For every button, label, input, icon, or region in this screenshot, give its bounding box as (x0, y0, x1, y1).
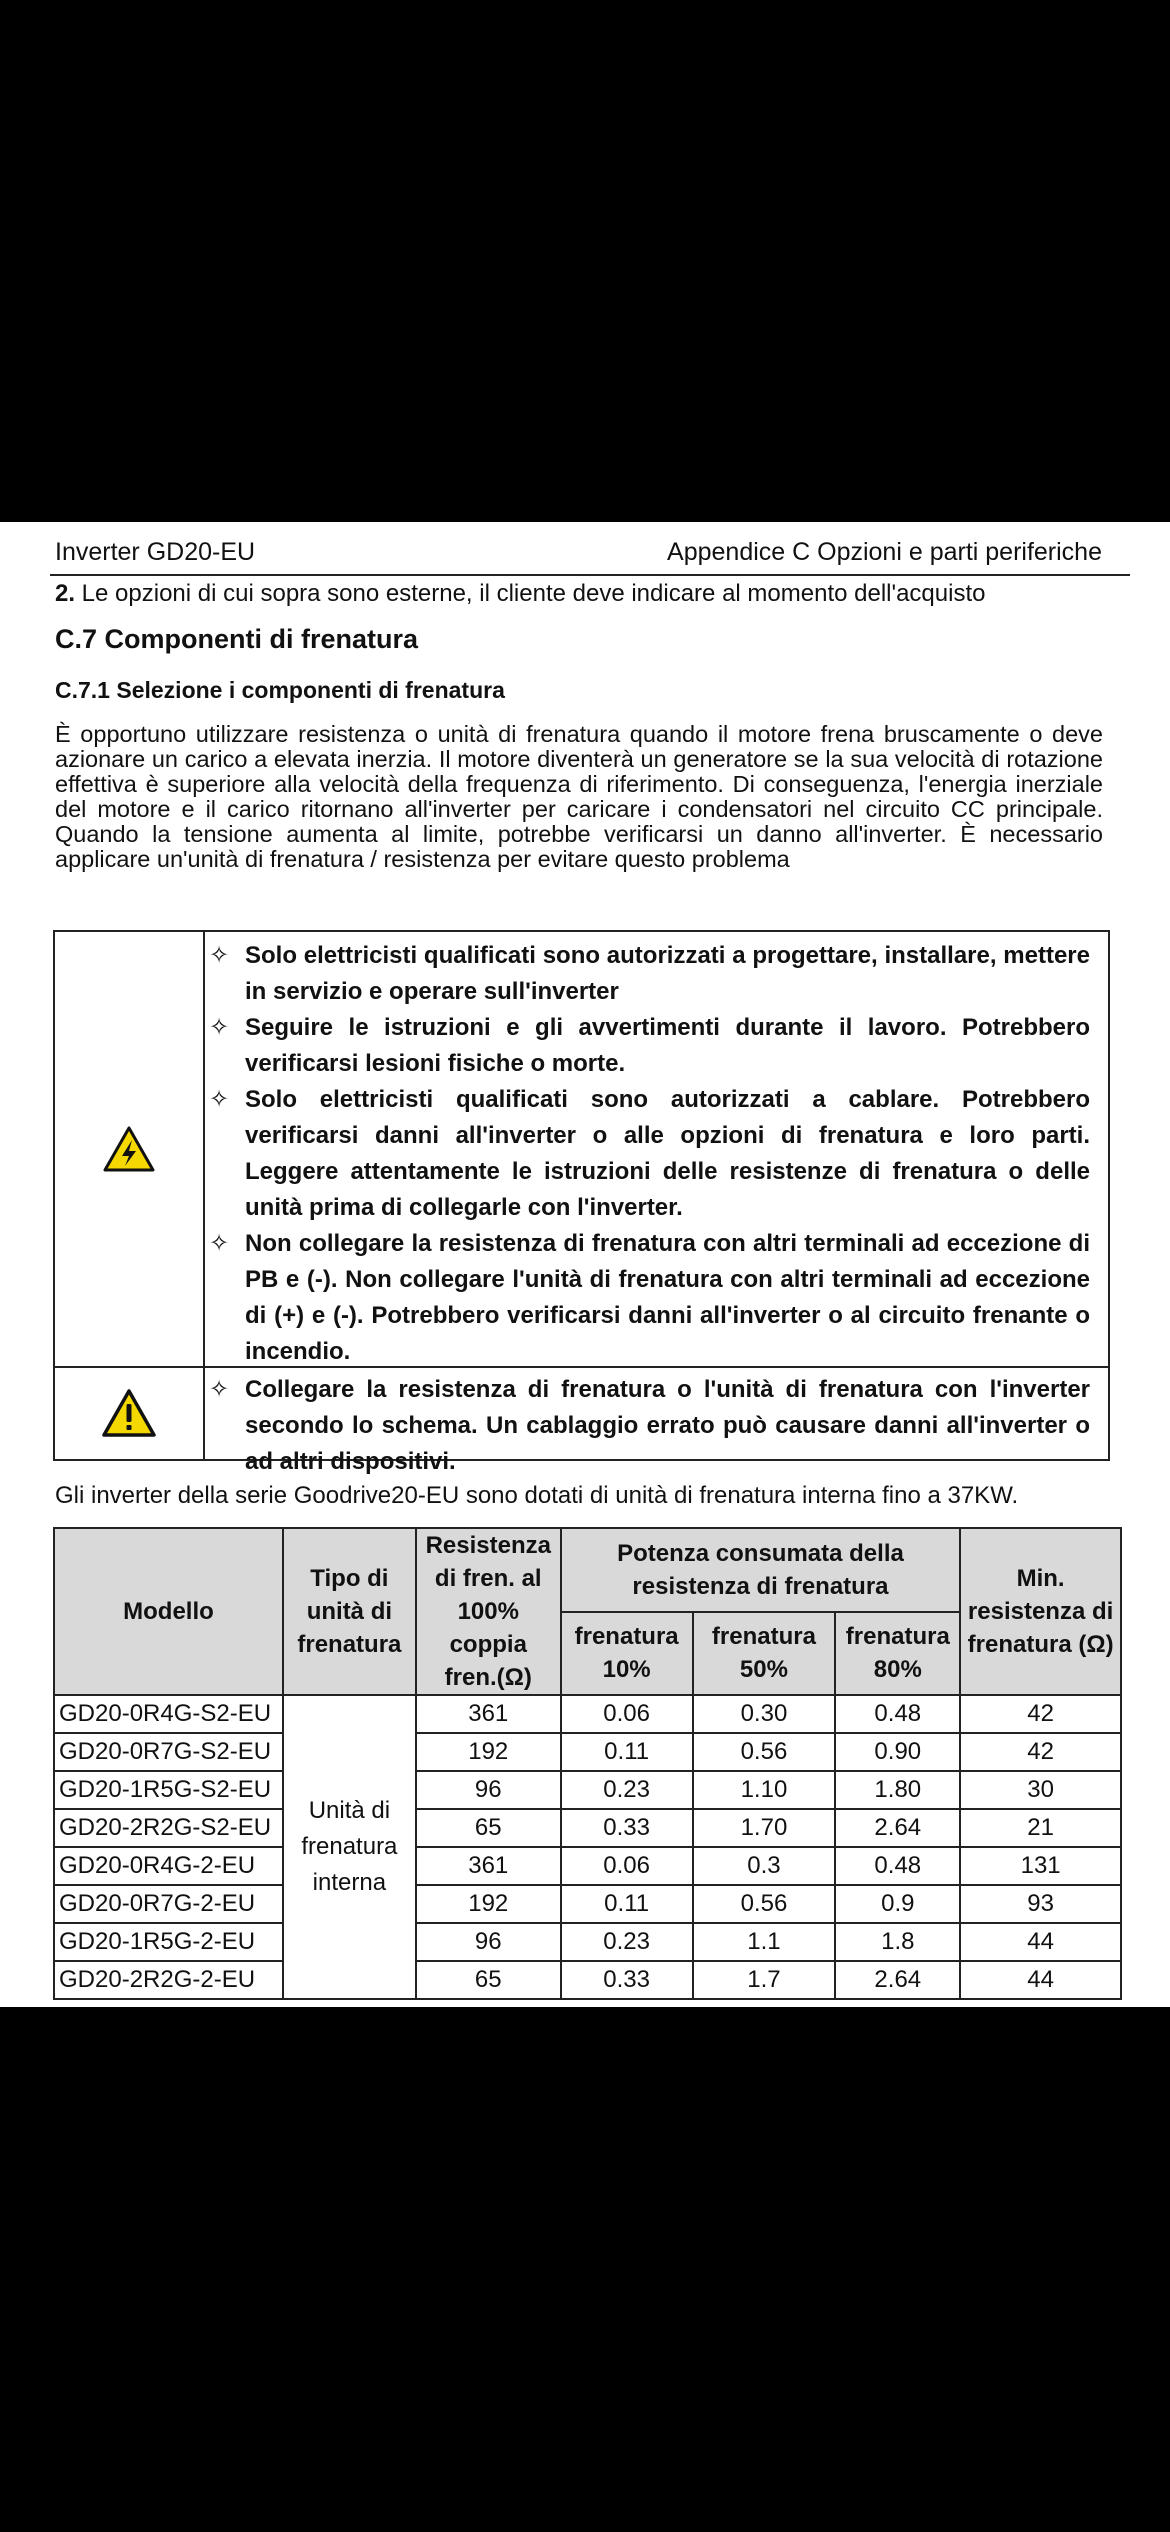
col-header-min-resistance: Min. resistenza di frenatura (Ω) (960, 1528, 1121, 1695)
cell-power-10: 0.33 (561, 1961, 693, 1999)
cell-power-50: 0.30 (693, 1695, 836, 1733)
warning-item: ✧ Solo elettricisti qualificati sono autorizzati a progettare, installare, mettere in servizio e operare sull'inverter (205, 938, 1090, 1010)
intro-paragraph: È opportuno utilizzare resistenza o unità di frenatura quando il motore frena bruscamente o deve azionare un carico a elevata inerzia. Il motore diventerà un generatore se la sua velocità di rotazione effettiva è superiore alla velocità della frequenza di riferimento. Di conseguenza, l'energia inerziale del motore e il carico ritornano all'inverter per caricare i condensatori nel circuito CC principale. Quando la tensione aumenta al limite, potrebbe verificarsi un danno all'inverter. È necessario applicare un'unità di frenatura / resistenza per evitare questo problema (55, 721, 1103, 872)
electric-warning-box (53, 930, 1110, 1368)
cell-power-80: 0.90 (835, 1733, 960, 1771)
cell-model: GD20-0R4G-2-EU (54, 1847, 283, 1885)
bullet-icon: ✧ (209, 1230, 230, 1257)
cell-model: GD20-2R2G-S2-EU (54, 1809, 283, 1847)
cell-min-resistance: 30 (960, 1771, 1121, 1809)
cell-power-50: 1.1 (693, 1923, 836, 1961)
cell-power-80: 2.64 (835, 1809, 960, 1847)
table-row (54, 1885, 1121, 1923)
cell-resistance: 96 (416, 1923, 561, 1961)
cell-model: GD20-0R7G-2-EU (54, 1885, 283, 1923)
warning-item: ✧ Solo elettricisti qualificati sono autorizzati a cablare. Potrebbero verificarsi danni all'inverter o alle opzioni di frenatura e loro parti. Leggere attentamente le istruzioni delle resistenze di frenatura o delle unità prima di collegarle con l'inverter. (205, 1082, 1090, 1226)
cell-power-80: 0.9 (835, 1885, 960, 1923)
cell-model: GD20-2R2G-2-EU (54, 1961, 283, 1999)
warning-item: ✧ Seguire le istruzioni e gli avvertimenti durante il lavoro. Potrebbero verificarsi lesioni fisiche o morte. (205, 1010, 1090, 1082)
subsection-title: C.7.1 Selezione i componenti di frenatura (55, 677, 505, 703)
table-row (54, 1695, 1121, 1733)
electric-warning-list (205, 938, 1090, 1370)
cell-min-resistance: 44 (960, 1923, 1121, 1961)
cell-power-80: 0.48 (835, 1847, 960, 1885)
bullet-icon: ✧ (209, 942, 230, 969)
cell-power-50: 1.70 (693, 1809, 836, 1847)
cell-resistance: 361 (416, 1695, 561, 1733)
cell-model: GD20-0R4G-S2-EU (54, 1695, 283, 1733)
general-warning-icon-cell (55, 1366, 205, 1459)
cell-power-10: 0.06 (561, 1847, 693, 1885)
table-row (54, 1847, 1121, 1885)
col-header-model: Modello (54, 1528, 283, 1695)
cell-power-10: 0.33 (561, 1809, 693, 1847)
cell-min-resistance: 42 (960, 1695, 1121, 1733)
header-left: Inverter GD20-EU (55, 538, 256, 566)
cell-min-resistance: 21 (960, 1809, 1121, 1847)
cell-power-50: 1.7 (693, 1961, 836, 1999)
col-header-p10: frenatura 10% (561, 1612, 693, 1696)
col-header-resistance: Resistenza di fren. al 100% coppia fren.(Ω) (416, 1528, 561, 1695)
cell-model: GD20-0R7G-S2-EU (54, 1733, 283, 1771)
col-header-p50: frenatura 50% (693, 1612, 836, 1696)
cell-power-80: 1.80 (835, 1771, 960, 1809)
table-row (54, 1771, 1121, 1809)
general-warning-box (53, 1366, 1110, 1475)
col-header-power-group: Potenza consumata della resistenza di frenatura (561, 1528, 961, 1612)
warning-icon (101, 1388, 157, 1438)
cell-min-resistance: 93 (960, 1885, 1121, 1923)
col-header-type: Tipo di unità di frenatura (283, 1528, 416, 1695)
cell-resistance: 65 (416, 1961, 561, 1999)
table-row (54, 1809, 1121, 1847)
cell-power-80: 0.48 (835, 1695, 960, 1733)
cell-resistance: 361 (416, 1847, 561, 1885)
cell-power-50: 1.10 (693, 1771, 836, 1809)
cell-model: GD20-1R5G-2-EU (54, 1923, 283, 1961)
warning-item: ✧ Collegare la resistenza di frenatura o l'unità di frenatura con l'inverter secondo lo schema. Un cablaggio errato può causare danni all'inverter o ad altri dispositivi. (205, 1372, 1090, 1480)
general-warning-list (205, 1372, 1090, 1480)
table-row (54, 1923, 1121, 1961)
cell-resistance: 96 (416, 1771, 561, 1809)
warning-item: ✧ Non collegare la resistenza di frenatura con altri terminali ad eccezione di PB e (-). Non collegare l'unità di frenatura con altri terminali ad eccezione di (+) e (-). Potrebbero verificarsi danni all'inverter o al circuito frenante o incendio. (205, 1226, 1090, 1370)
cell-min-resistance: 44 (960, 1961, 1121, 1999)
cell-resistance: 192 (416, 1885, 561, 1923)
cell-resistance: 65 (416, 1809, 561, 1847)
cell-min-resistance: 42 (960, 1733, 1121, 1771)
cell-model: GD20-1R5G-S2-EU (54, 1771, 283, 1809)
bullet-icon: ✧ (209, 1014, 230, 1041)
table-row (54, 1733, 1121, 1771)
note-number: 2. (55, 580, 76, 607)
cell-power-10: 0.06 (561, 1695, 693, 1733)
cell-power-10: 0.23 (561, 1923, 693, 1961)
section-title: C.7 Componenti di frenatura (55, 624, 419, 654)
bullet-icon: ✧ (209, 1376, 230, 1403)
header-right: Appendice C Opzioni e parti periferiche (667, 538, 1102, 566)
cell-power-50: 0.56 (693, 1733, 836, 1771)
electric-warning-icon-cell (55, 932, 205, 1366)
cell-power-10: 0.23 (561, 1771, 693, 1809)
cell-power-50: 0.56 (693, 1885, 836, 1923)
document-page (0, 522, 1170, 2007)
options-note (55, 580, 985, 608)
series-note: Gli inverter della serie Goodrive20-EU sono dotati di unità di frenatura interna fino a 37KW. (55, 1482, 1019, 1509)
braking-components-table (53, 1527, 1122, 2000)
cell-power-10: 0.11 (561, 1885, 693, 1923)
cell-power-80: 2.64 (835, 1961, 960, 1999)
cell-resistance: 192 (416, 1733, 561, 1771)
electric-hazard-icon (103, 1126, 155, 1172)
cell-min-resistance: 131 (960, 1847, 1121, 1885)
col-header-p80: frenatura 80% (835, 1612, 960, 1696)
bullet-icon: ✧ (209, 1086, 230, 1113)
table-body (54, 1695, 1121, 1999)
cell-braking-type: Unità di frenatura interna (283, 1695, 416, 1999)
table-row (54, 1961, 1121, 1999)
cell-power-80: 1.8 (835, 1923, 960, 1961)
note-text: Le opzioni di cui sopra sono esterne, il cliente deve indicare al momento dell'acquisto (75, 580, 986, 607)
cell-power-50: 0.3 (693, 1847, 836, 1885)
cell-power-10: 0.11 (561, 1733, 693, 1771)
header-rule (50, 574, 1130, 576)
